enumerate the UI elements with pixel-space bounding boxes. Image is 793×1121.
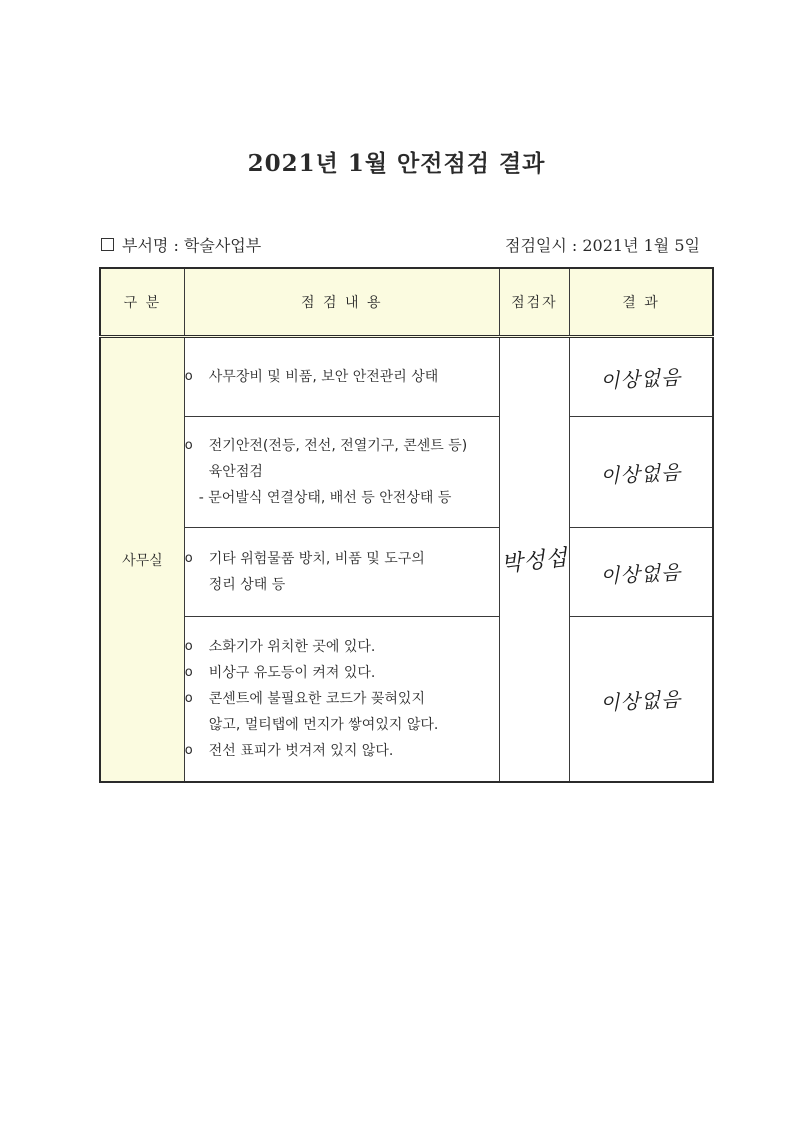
header-content: 점 검 내 용 [184, 268, 499, 337]
check-item [185, 738, 499, 764]
check-item-text: 사무장비 및 비품, 보안 안전관리 상태 [208, 369, 439, 385]
content-cell [184, 337, 499, 417]
inspector-cell [499, 337, 569, 783]
result-handwriting: 이상없음 [599, 559, 683, 588]
check-item [185, 634, 499, 660]
inspection-table [99, 267, 714, 783]
bullet-icon: o [184, 691, 193, 706]
result-handwriting: 이상없음 [599, 459, 683, 488]
checkbox-icon [101, 238, 114, 251]
check-item-text: 비상구 유도등이 켜져 있다. [208, 665, 376, 681]
check-item-text: 전선 표피가 벗겨져 있지 않다. [208, 743, 394, 759]
header-inspector: 점검자 [499, 268, 569, 337]
table-row [100, 337, 713, 417]
header-category: 구 분 [100, 268, 184, 337]
content-cell [184, 528, 499, 617]
check-item [185, 546, 499, 572]
category-cell: 사무실 [100, 337, 184, 783]
check-item-text: 전기안전(전등, 전선, 전열기구, 콘센트 등) [208, 438, 468, 454]
header-result: 결 과 [570, 268, 714, 337]
result-cell [570, 528, 714, 617]
result-handwriting: 이상없음 [599, 686, 683, 715]
table-row [100, 528, 713, 617]
inspector-signature: 박성섭 [500, 545, 570, 578]
content-cell [184, 417, 499, 528]
bullet-icon: o [184, 743, 193, 758]
check-item-subline: - 문어발식 연결상태, 배선 등 안전상태 등 [198, 490, 452, 506]
bullet-icon: o [184, 665, 193, 680]
check-item [185, 364, 499, 390]
check-item-continuation: 정리 상태 등 [208, 577, 286, 593]
check-item [185, 686, 499, 712]
content-cell [184, 617, 499, 783]
result-handwriting: 이상없음 [599, 364, 683, 393]
result-cell [570, 417, 714, 528]
check-item [185, 660, 499, 686]
check-item-continuation: 육안점검 [208, 464, 263, 480]
bullet-icon: o [184, 438, 193, 453]
table-header-row [100, 268, 713, 337]
check-item-text: 콘센트에 불필요한 코드가 꽂혀있지 [208, 691, 425, 707]
bullet-icon: o [184, 639, 193, 654]
check-item-text: 기타 위험물품 방치, 비품 및 도구의 [208, 551, 425, 567]
check-item-continuation: 않고, 멀티탭에 먼지가 쌓여있지 않다. [208, 717, 439, 733]
inspection-date: 점검일시 : 2021년 1월 5일 [504, 236, 700, 255]
bullet-icon: o [184, 369, 193, 384]
check-item-text: 소화기가 위치한 곳에 있다. [208, 639, 376, 655]
result-cell [570, 337, 714, 417]
table-row [100, 417, 713, 528]
table-row [100, 617, 713, 783]
result-cell [570, 617, 714, 783]
check-item [185, 433, 499, 459]
page-title: 2021년 1월 안전점검 결과 [247, 150, 546, 177]
department-line [101, 233, 261, 256]
department-label: 부서명 : 학술사업부 [122, 236, 262, 255]
bullet-icon: o [184, 551, 193, 566]
